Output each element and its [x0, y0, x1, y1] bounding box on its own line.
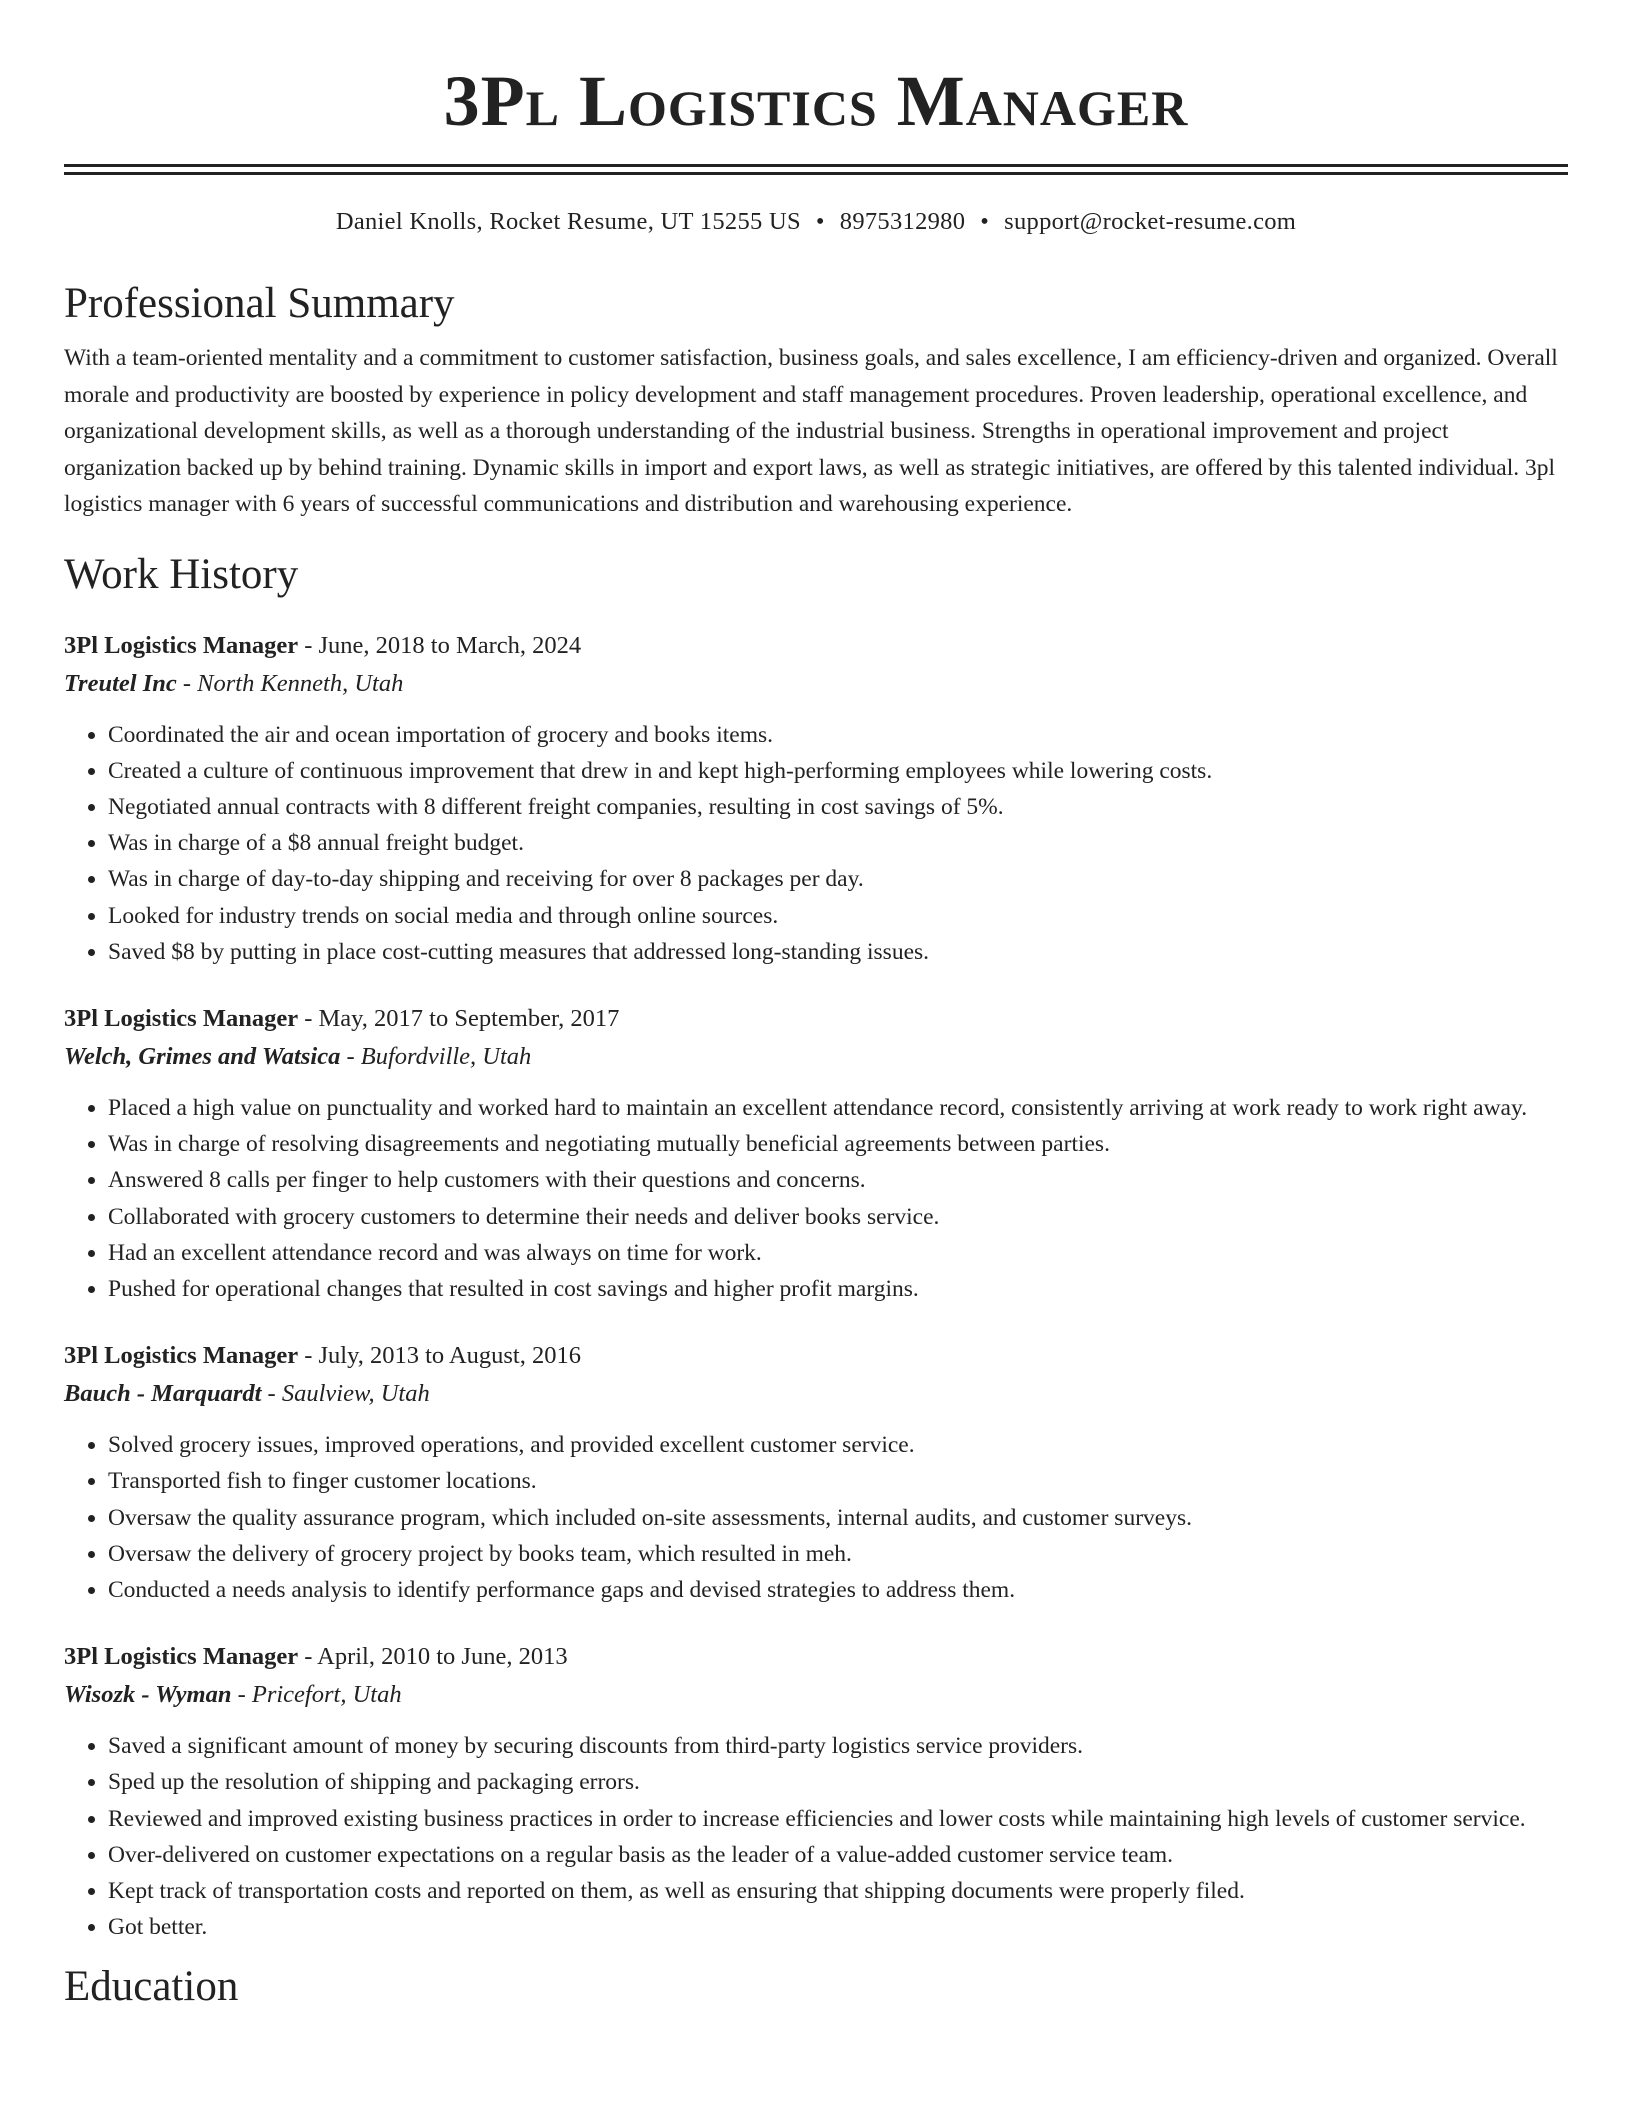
summary-heading: Professional Summary — [64, 280, 455, 327]
company-location: - Saulview, Utah — [261, 1380, 430, 1408]
job-entry — [64, 627, 1568, 970]
job-bullet: • Oversaw the delivery of grocery project by books team, which resulted in meh. — [108, 1536, 1568, 1572]
company-line — [64, 1676, 1568, 1714]
job-bullet: • Transported fish to finger customer locations. — [108, 1463, 1568, 1499]
contact-email: support@rocket-resume.com — [1004, 208, 1297, 235]
job-bullet: • Kept track of transportation costs and reported on them, as well as ensuring that shipping documents were properly filed. — [108, 1873, 1568, 1909]
company-name: Bauch - Marquardt — [64, 1380, 262, 1408]
job-dates: - June, 2018 to March, 2024 — [298, 631, 582, 659]
job-bullet: • Was in charge of day-to-day shipping and receiving for over 8 packages per day. — [108, 861, 1568, 897]
job-bullet: • Oversaw the quality assurance program, which included on-site assessments, internal audits, and customer surveys. — [108, 1500, 1568, 1536]
company-name: Wisozk - Wyman — [64, 1681, 232, 1709]
company-location: - North Kenneth, Utah — [176, 669, 404, 697]
contact-phone: 8975312980 — [839, 208, 966, 235]
contact-address: Daniel Knolls, Rocket Resume, UT 15255 US — [335, 208, 801, 235]
job-bullet: • Answered 8 calls per finger to help customers with their questions and concerns. — [108, 1162, 1568, 1198]
company-line — [64, 1038, 1568, 1076]
job-bullet: • Pushed for operational changes that resulted in cost savings and higher profit margins. — [108, 1271, 1568, 1307]
resume-title: 3Pl Logistics Manager — [443, 61, 1189, 141]
job-bullet: • Was in charge of a $8 annual freight budget. — [108, 825, 1568, 861]
summary-text: With a team-oriented mentality and a commitment to customer satisfaction, business goals, and sales excellence, I am efficiency-driven and organized. Overall morale and productivity are boosted by experience in policy development and staff management procedures. Proven leadership, operational excellence, and organizational development skills, as well as a thorough understanding of the industrial business. Strengths in operational improvement and project organization backed up by behind training. Dynamic skills in import and export laws, as well as strategic initiatives, are offered by this talented individual. 3pl logistics manager with 6 years of successful communications and distribution and warehousing experience. — [64, 345, 1558, 517]
job-title-line — [64, 627, 1568, 665]
job-title-line — [64, 1337, 1568, 1375]
company-name: Welch, Grimes and Watsica — [64, 1042, 341, 1070]
job-bullet: • Solved grocery issues, improved operations, and provided excellent customer service. — [108, 1427, 1568, 1463]
company-name: Treutel Inc — [64, 669, 177, 697]
job-title: 3Pl Logistics Manager — [64, 1643, 299, 1671]
job-bullet: • Saved $8 by putting in place cost-cutting measures that addressed long-standing issues. — [108, 934, 1568, 970]
job-bullet: • Looked for industry trends on social media and through online sources. — [108, 898, 1568, 934]
resume-page — [64, 0, 1568, 2015]
job-title: 3Pl Logistics Manager — [64, 1004, 299, 1032]
job-bullet: • Created a culture of continuous improvement that drew in and kept high-performing employees while lowering costs. — [108, 753, 1568, 789]
contact-separator: • — [815, 208, 825, 235]
job-bullet-list — [64, 1090, 1568, 1307]
job-bullet: • Got better. — [108, 1909, 1568, 1945]
job-bullet: • Placed a high value on punctuality and worked hard to maintain an excellent attendance record, consistently arriving at work ready to work right away. — [108, 1090, 1568, 1126]
contact-separator: • — [980, 208, 990, 235]
job-title: 3Pl Logistics Manager — [64, 631, 299, 659]
job-entry — [64, 1638, 1568, 1945]
job-dates: - April, 2010 to June, 2013 — [298, 1643, 568, 1671]
job-title: 3Pl Logistics Manager — [64, 1342, 299, 1370]
job-bullet: • Negotiated annual contracts with 8 different freight companies, resulting in cost savings of 5%. — [108, 789, 1568, 825]
job-bullet: • Reviewed and improved existing business practices in order to increase efficiencies and lower costs while maintaining high levels of customer service. — [108, 1801, 1568, 1837]
job-bullet: • Saved a significant amount of money by securing discounts from third-party logistics service providers. — [108, 1728, 1568, 1764]
job-bullet: • Over-delivered on customer expectations on a regular basis as the leader of a value-added customer service team. — [108, 1837, 1568, 1873]
job-bullet: • Collaborated with grocery customers to determine their needs and deliver books service. — [108, 1199, 1568, 1235]
work-history-heading: Work History — [64, 550, 299, 598]
work-history-list — [64, 627, 1568, 1946]
job-bullet-list — [64, 717, 1568, 970]
job-bullet: • Coordinated the air and ocean importation of grocery and books items. — [108, 717, 1568, 753]
job-bullet: • Had an excellent attendance record and was always on time for work. — [108, 1235, 1568, 1271]
job-dates: - July, 2013 to August, 2016 — [298, 1342, 581, 1370]
job-bullet: • Sped up the resolution of shipping and packaging errors. — [108, 1764, 1568, 1800]
contact-line — [64, 205, 1568, 239]
job-entry — [64, 1337, 1568, 1608]
job-title-line — [64, 1638, 1568, 1676]
job-bullet-list — [64, 1427, 1568, 1608]
job-bullet: • Conducted a needs analysis to identify performance gaps and devised strategies to address them. — [108, 1572, 1568, 1608]
job-dates: - May, 2017 to September, 2017 — [298, 1004, 620, 1032]
job-entry — [64, 1000, 1568, 1307]
education-heading: Education — [64, 1963, 239, 2011]
company-line — [64, 665, 1568, 703]
company-line — [64, 1375, 1568, 1413]
job-title-line — [64, 1000, 1568, 1038]
job-bullet: • Was in charge of resolving disagreements and negotiating mutually beneficial agreements between parties. — [108, 1126, 1568, 1162]
job-bullet-list — [64, 1728, 1568, 1945]
company-location: - Pricefort, Utah — [231, 1681, 402, 1709]
title-divider — [64, 164, 1568, 175]
company-location: - Bufordville, Utah — [340, 1042, 532, 1070]
